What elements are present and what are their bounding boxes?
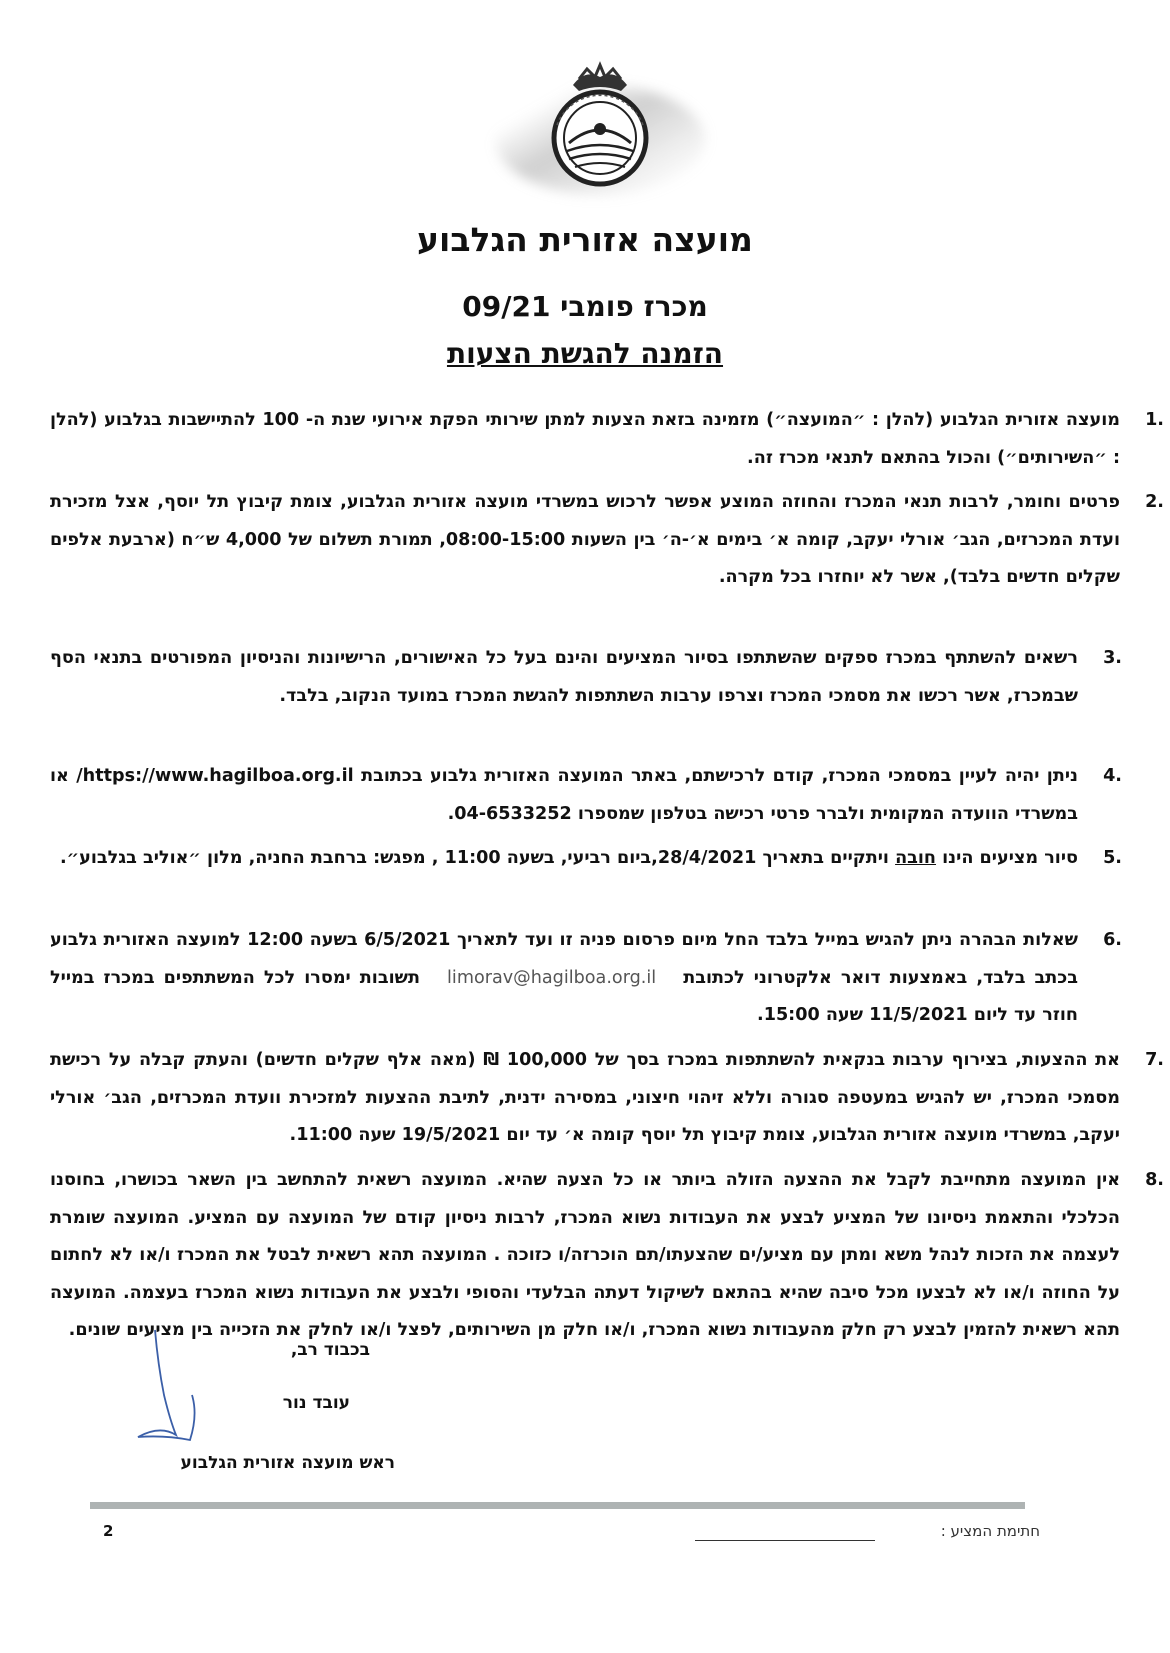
clause-text: ניתן יהיה לעיין במסמכי המכרז, קודם לרכישתם, באתר המועצה האזורית גלבוע בכתובת https://www.hagilboa.org.il/ או במשרדי הוועדה המקומית ולברר פרטי רכישה בטלפון שמספרו 04-6533252. bbox=[50, 766, 1079, 824]
clause-7 bbox=[50, 1042, 1164, 1162]
clause-1 bbox=[50, 402, 1164, 484]
bidder-signature-line bbox=[695, 1540, 875, 1541]
closing-greeting: בכבוד רב, bbox=[290, 1340, 370, 1360]
clause-number: 4. bbox=[1103, 766, 1122, 786]
clause-text: מועצה אזורית הגלבוע (להלן : ״המועצה״) מזמינה בזאת הצעות למתן שירותי הפקת אירועי שנת ה- 100 להתיישבות בגלבוע (להלן : ״השירותים״) והכול בהתאם לתנאי מכרז זה. bbox=[50, 410, 1120, 468]
clause-text: אין המועצה מתחייבת לקבל את ההצעה הזולה ביותר או כל הצעה שהיא. המועצה רשאית להתחשב בין השאר בכושרו, בחוסנו הכלכלי והתאמת ניסיונו של המציע לבצע את העבודות נשוא המכרז, לרבות ניסיון קודם של המועצה עם המציע. המועצה שומרת לעצמה את הזכות לנהל משא ומתן עם מציע/ים שהצעתו/תם הוכרזה/ו כזוכה . המועצה תהא רשאית לבטל את המכרז ו/או לא לחתום על החוזה ו/או לא לבצעו מכל סיבה שהיא בהתאם לשיקול דעתה הבלעדי והסופי ולבצע את העבודות נשוא המכרז בעצמה. המועצה תהא רשאית להזמין לבצע רק חלק מהעבודות נשוא המכרז, ו/או חלק מן השירותים, לפצל ו/או לחלק את הזכייה בין מציעים שונים. bbox=[50, 1170, 1120, 1340]
bidder-signature-label: חתימת המציע : bbox=[940, 1522, 1040, 1540]
page-number: 2 bbox=[103, 1522, 114, 1540]
signer-name: עובד נור bbox=[282, 1393, 350, 1413]
clause-number: 7. bbox=[1145, 1050, 1164, 1070]
clause-number: 3. bbox=[1103, 648, 1122, 668]
invitation-subtitle: הזמנה להגשת הצעות bbox=[446, 337, 724, 370]
clause-text-pre: שאלות הבהרה ניתן להגיש במייל בלבד החל מיום פרסום פניה זו ועד לתאריך 6/5/2021 בשעה 12:00 למועצה האזורית גלבוע בכתב בלבד, באמצעות דואר אלקטרוני לכתובת bbox=[50, 930, 1078, 988]
clause-text: רשאים להשתתף במכרז ספקים שהשתתפו בסיור המציעים והינם בעל כל האישורים, הרישיונות והניסיון המפורטים בתנאי הסף שבמכרז, אשר רכשו את מסמכי המכרז וצרפו ערבות השתתפות להגשת המכרז במועד הנקוב, בלבד. bbox=[50, 648, 1078, 706]
council-title: מועצה אזורית הגלבוע bbox=[417, 220, 753, 259]
clause-text-post: ויתקיים בתאריך 28/4/2021,ביום רביעי, בשעה 11:00 , מפגש: ברחבת החניה, מלון ״אוליב בגלבוע״. bbox=[60, 848, 896, 868]
handwritten-signature bbox=[120, 1325, 230, 1455]
clause-2 bbox=[50, 484, 1164, 640]
clause-number: 6. bbox=[1103, 930, 1122, 950]
tender-clauses bbox=[50, 402, 1164, 1392]
clause-text-pre: סיור מציעים הינו bbox=[936, 848, 1078, 868]
clause-text: את ההצעות, בצירוף ערבות בנקאית להשתתפות במכרז בסך של 100,000 ₪ (מאה אלף שקלים חדשים) והעתק קבלה על רכישת מסמכי המכרז, יש להגיש במעטפה סגורה וללא זיהוי חיצוני, במסירה ידנית, לתיבת ההצעות למזכירת וועדת המכרזים, הגב׳ אורלי יעקב, במשרדי מועצה אזורית הגלבוע, צומת קיבוץ תל יוסף קומה א׳ עד יום 19/5/2021 שעה 11:00. bbox=[50, 1050, 1120, 1145]
clause-text: פרטים וחומר, לרבות תנאי המכרז והחוזה המוצע אפשר לרכוש במשרדי מועצה אזורית הגלבוע, צומת קיבוץ תל יוסף, אצל מזכירת ועדת המכרזים, הגב׳ אורלי יעקב, קומה א׳ בימים א׳-ה׳ בין השעות 08:00-15:00, תמורת תשלום של 4,000 ש״ח (ארבעת אלפים שקלים חדשים בלבד), אשר לא יוחזרו בכל מקרה. bbox=[50, 492, 1120, 587]
clause-4 bbox=[50, 758, 1122, 840]
tender-title: מכרז פומבי 09/21 bbox=[462, 290, 708, 323]
clause-number: 2. bbox=[1145, 492, 1164, 512]
clause-text-emphasis: חובה bbox=[895, 848, 937, 868]
council-emblem bbox=[495, 55, 705, 205]
clause-6 bbox=[50, 922, 1122, 1042]
signer-role: ראש מועצה אזורית הגלבוע bbox=[180, 1453, 395, 1473]
clause-5 bbox=[50, 840, 1122, 922]
clause-number: 8. bbox=[1145, 1170, 1164, 1190]
footer-divider bbox=[90, 1502, 1025, 1509]
clause-3 bbox=[50, 640, 1122, 758]
clause-text-post: תשובות ימסרו לכל המשתתפים במכרז במייל חוזר עד ליום 11/5/2021 שעה 15:00. bbox=[50, 967, 1078, 1025]
clause-number: 1. bbox=[1145, 410, 1164, 430]
emblem-seal-icon bbox=[495, 55, 705, 205]
clause-number: 5. bbox=[1103, 848, 1122, 868]
email-address: limorav@hagilboa.org.il bbox=[447, 967, 657, 988]
